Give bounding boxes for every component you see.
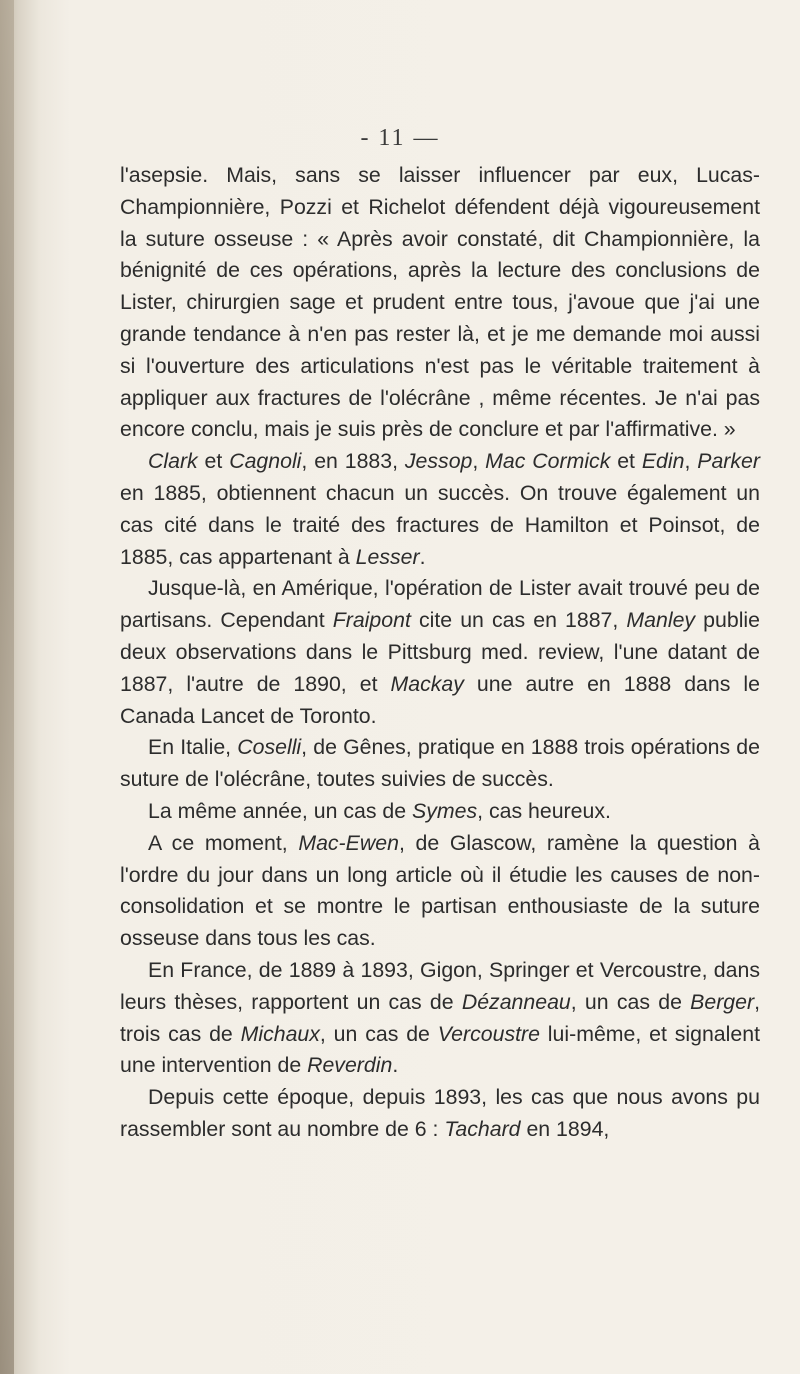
body-text bbox=[120, 160, 760, 1146]
cited-name: Berger bbox=[690, 989, 755, 1014]
text-run: , de Gênes, pratique en 1888 trois opérations de suture de l'olécrâne, toutes suivies de succès. bbox=[120, 735, 760, 792]
cited-name: Michaux bbox=[240, 1021, 320, 1046]
text-run: , bbox=[472, 449, 486, 474]
text-run: l'asepsie. Mais, sans se laisser influencer par eux, Lucas-Championnière, Pozzi et Richelot défendent déjà vigoureusement la suture osseuse : « Après avoir constaté, dit Championnière, la bénignité de ces opérations, après la lecture des conclusions de Lister, chirurgien sage et prudent entre tous, j'avoue que j'ai une grande tendance à n'en pas rester là, et je me demande moi aussi si l'ouverture des articulations n'est pas le véritable traitement à appliquer aux fractures de l'olécrâne , même récentes. Je n'ai pas encore conclu, mais je suis près de conclure et par l'affirmative. » bbox=[120, 163, 760, 442]
cited-name: Lesser bbox=[355, 544, 420, 569]
paragraph bbox=[120, 828, 760, 955]
cited-name: Parker bbox=[697, 449, 760, 474]
text-run: et bbox=[610, 449, 642, 474]
text-run: A ce moment, bbox=[148, 830, 299, 855]
paragraph bbox=[120, 796, 760, 828]
text-run: en 1885, obtiennent chacun un succès. On trouve également un cas cité dans le traité des fractures de Hamilton et Poinsot, de 1885, cas appartenant à bbox=[120, 480, 760, 569]
cited-name: Dézanneau bbox=[461, 989, 571, 1014]
cited-name: Vercoustre bbox=[437, 1021, 540, 1046]
paragraph bbox=[120, 160, 760, 446]
cited-name: Coselli bbox=[237, 735, 302, 760]
cited-name: Cagnoli bbox=[229, 449, 302, 474]
text-run: En Italie, bbox=[148, 735, 238, 760]
text-run: en 1894, bbox=[520, 1116, 610, 1141]
text-run: , bbox=[684, 449, 698, 474]
cited-name: Jessop bbox=[404, 449, 473, 474]
cited-name: Manley bbox=[626, 608, 696, 633]
cited-name: Mac Cormick bbox=[485, 449, 611, 474]
paragraph bbox=[120, 955, 760, 1082]
text-run: , en 1883, bbox=[301, 449, 405, 474]
text-run: publie deux observations dans le Pittsburg med. review, l'une datant de 1887, l'autre de 1890, et bbox=[120, 608, 760, 696]
text-run: et bbox=[197, 449, 230, 474]
text-run: La même année, un cas de bbox=[148, 798, 413, 823]
cited-name: Mackay bbox=[390, 671, 464, 696]
binding-shadow bbox=[0, 0, 14, 1374]
paragraph bbox=[120, 732, 760, 796]
text-run: lui-même, et signalent une intervention de bbox=[120, 1021, 760, 1078]
text-run: . bbox=[392, 1053, 399, 1078]
page-number: - 11 — bbox=[360, 125, 440, 151]
text-run: Depuis cette époque, depuis 1893, les cas que nous avons pu rassembler sont au nombre de 6 : bbox=[120, 1085, 760, 1141]
cited-name: Reverdin bbox=[307, 1053, 393, 1078]
text-run: , de Glascow, ramène la question à l'ordre du jour dans un long article où il étudie les causes de non-consolidation et se montre le partisan enthousiaste de la suture osseuse dans tous les cas. bbox=[120, 830, 760, 951]
paragraph bbox=[120, 446, 760, 573]
cited-name: Symes bbox=[412, 798, 478, 823]
text-run: En France, de 1889 à 1893, Gigon, Springer et Vercoustre, dans leurs thèses, rapportent un cas de bbox=[120, 957, 760, 1014]
text-run: , un cas de bbox=[319, 1021, 438, 1046]
text-run: . bbox=[419, 544, 426, 569]
text-run: une autre en 1888 dans le Canada Lancet de Toronto. bbox=[120, 671, 760, 728]
cited-name: Fraipont bbox=[332, 608, 411, 633]
text-run: , un cas de bbox=[570, 989, 691, 1014]
text-run: , trois cas de bbox=[120, 989, 760, 1046]
paragraph bbox=[120, 1082, 760, 1146]
cited-name: Mac-Ewen bbox=[298, 830, 399, 855]
paragraph bbox=[120, 573, 760, 732]
cited-name: Edin bbox=[641, 449, 685, 474]
text-run: Jusque-là, en Amérique, l'opération de Lister avait trouvé peu de partisans. Cependant bbox=[120, 576, 760, 633]
text-run: cite un cas en 1887, bbox=[410, 608, 627, 633]
text-run: , cas heureux. bbox=[477, 798, 611, 823]
cited-name: Tachard bbox=[444, 1116, 521, 1141]
cited-name: Clark bbox=[148, 449, 198, 474]
